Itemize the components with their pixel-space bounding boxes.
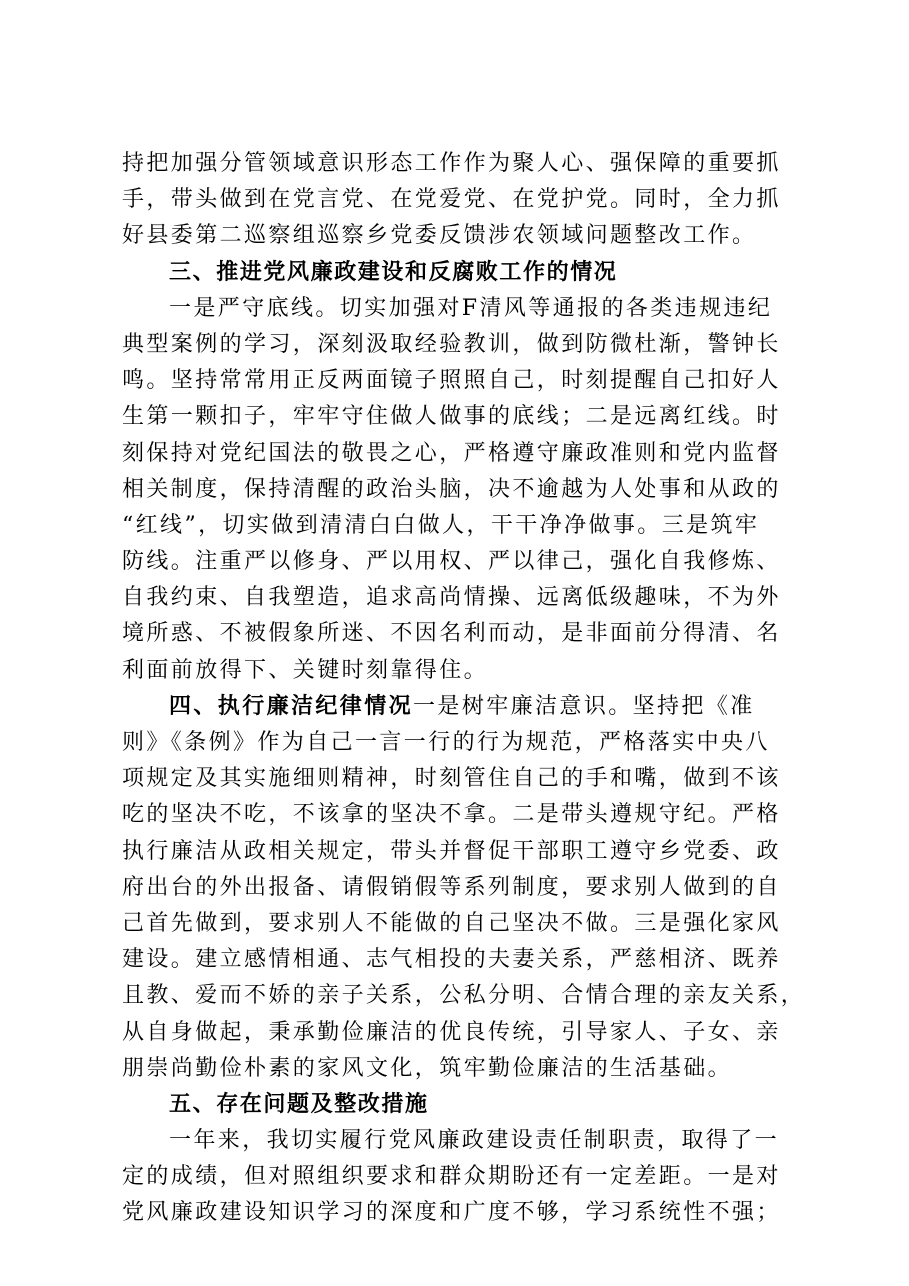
paragraph-line: 且教、爱而不娇的亲子关系，公私分明、合情合理的亲友关系， bbox=[122, 983, 806, 1009]
paragraph-line: 持把加强分管领域意识形态工作作为聚人心、强保障的重要抓 bbox=[122, 151, 781, 176]
section-heading-4: 四、执行廉洁纪律情况 bbox=[169, 693, 414, 719]
paragraph-line: 鸣。坚持常常用正反两面镜子照照自己，时刻提醒自己扣好人 bbox=[122, 368, 781, 394]
section-4-lead-text: 一是树牢廉洁意识。坚持把《准 bbox=[413, 693, 755, 719]
paragraph-line: 生第一颗扣子，牢牢守住做人做事的底线；二是远离红线。时 bbox=[122, 404, 781, 430]
paragraph-line: 吃的坚决不吃，不该拿的坚决不拿。二是带头遵规守纪。严格 bbox=[122, 802, 781, 828]
section-4-first-line bbox=[122, 689, 812, 725]
paragraph-line: 相关制度，保持清醒的政治头脑，决不逾越为人处事和从政的 bbox=[122, 476, 781, 502]
paragraph-line: 好县委第二巡察组巡察乡党委反馈涉农领域问题整改工作。 bbox=[122, 223, 757, 249]
paragraph-line: 建设。建立感情相通、志气相投的夫妻关系，严慈相济、既养 bbox=[122, 947, 781, 973]
paragraph-line: 典型案例的学习，深刻汲取经验教训，做到防微杜渐，警钟长 bbox=[122, 331, 781, 357]
paragraph-line: 境所惑、不被假象所迷、不因名利而动，是非面前分得清、名 bbox=[122, 621, 781, 647]
paragraph-line: 一年来，我切实履行党风廉政建设责任制职责，取得了一 bbox=[169, 1128, 780, 1154]
paragraph-line: 府出台的外出报备、请假销假等系列制度，要求别人做到的自 bbox=[122, 874, 781, 900]
paragraph-line: 则》《条例》作为自己一言一行的行为规范，严格落实中央八 bbox=[122, 730, 770, 755]
section-heading-5: 五、存在问题及整改措施 bbox=[169, 1091, 429, 1117]
paragraph-line: 己首先做到，要求别人不能做的自己坚决不做。三是强化家风 bbox=[122, 910, 781, 936]
paragraph-line: 一是严守底线。切实加强对F清风等通报的各类违规违纪 bbox=[169, 295, 773, 321]
paragraph-line: 定的成绩，但对照组织要求和群众期盼还有一定差距。一是对 bbox=[122, 1164, 781, 1190]
document-body bbox=[122, 146, 812, 1232]
paragraph-line: 防线。注重严以修身、严以用权、严以律己，强化自我修炼、 bbox=[122, 549, 781, 575]
paragraph-line: 刻保持对党纪国法的敬畏之心，严格遵守廉政准则和党内监督 bbox=[122, 440, 781, 466]
paragraph-line: 党风廉政建设知识学习的深度和广度不够，学习系统性不强； bbox=[122, 1200, 781, 1226]
paragraph-line: 朋崇尚勤俭朴素的家风文化，筑牢勤俭廉洁的生活基础。 bbox=[122, 1055, 733, 1081]
paragraph-line: “红线”，切实做到清清白白做人，干干净净做事。三是筑牢 bbox=[122, 512, 760, 538]
paragraph-line: 项规定及其实施细则精神，时刻管住自己的手和嘴，做到不该 bbox=[122, 766, 781, 792]
paragraph-line: 从自身做起，秉承勤俭廉洁的优良传统，引导家人、子女、亲 bbox=[122, 1019, 781, 1045]
paragraph-line: 执行廉洁从政相关规定，带头并督促干部职工遵守乡党委、政 bbox=[122, 838, 781, 864]
paragraph-line: 利面前放得下、关键时刻靠得住。 bbox=[122, 657, 489, 683]
paragraph-line: 手，带头做到在党言党、在党爱党、在党护党。同时，全力抓 bbox=[122, 187, 781, 213]
section-heading-3: 三、推进党风廉政建设和反腐败工作的情况 bbox=[169, 259, 618, 285]
paragraph-line: 自我约束、自我塑造，追求高尚情操、远离低级趣味，不为外 bbox=[122, 585, 781, 611]
